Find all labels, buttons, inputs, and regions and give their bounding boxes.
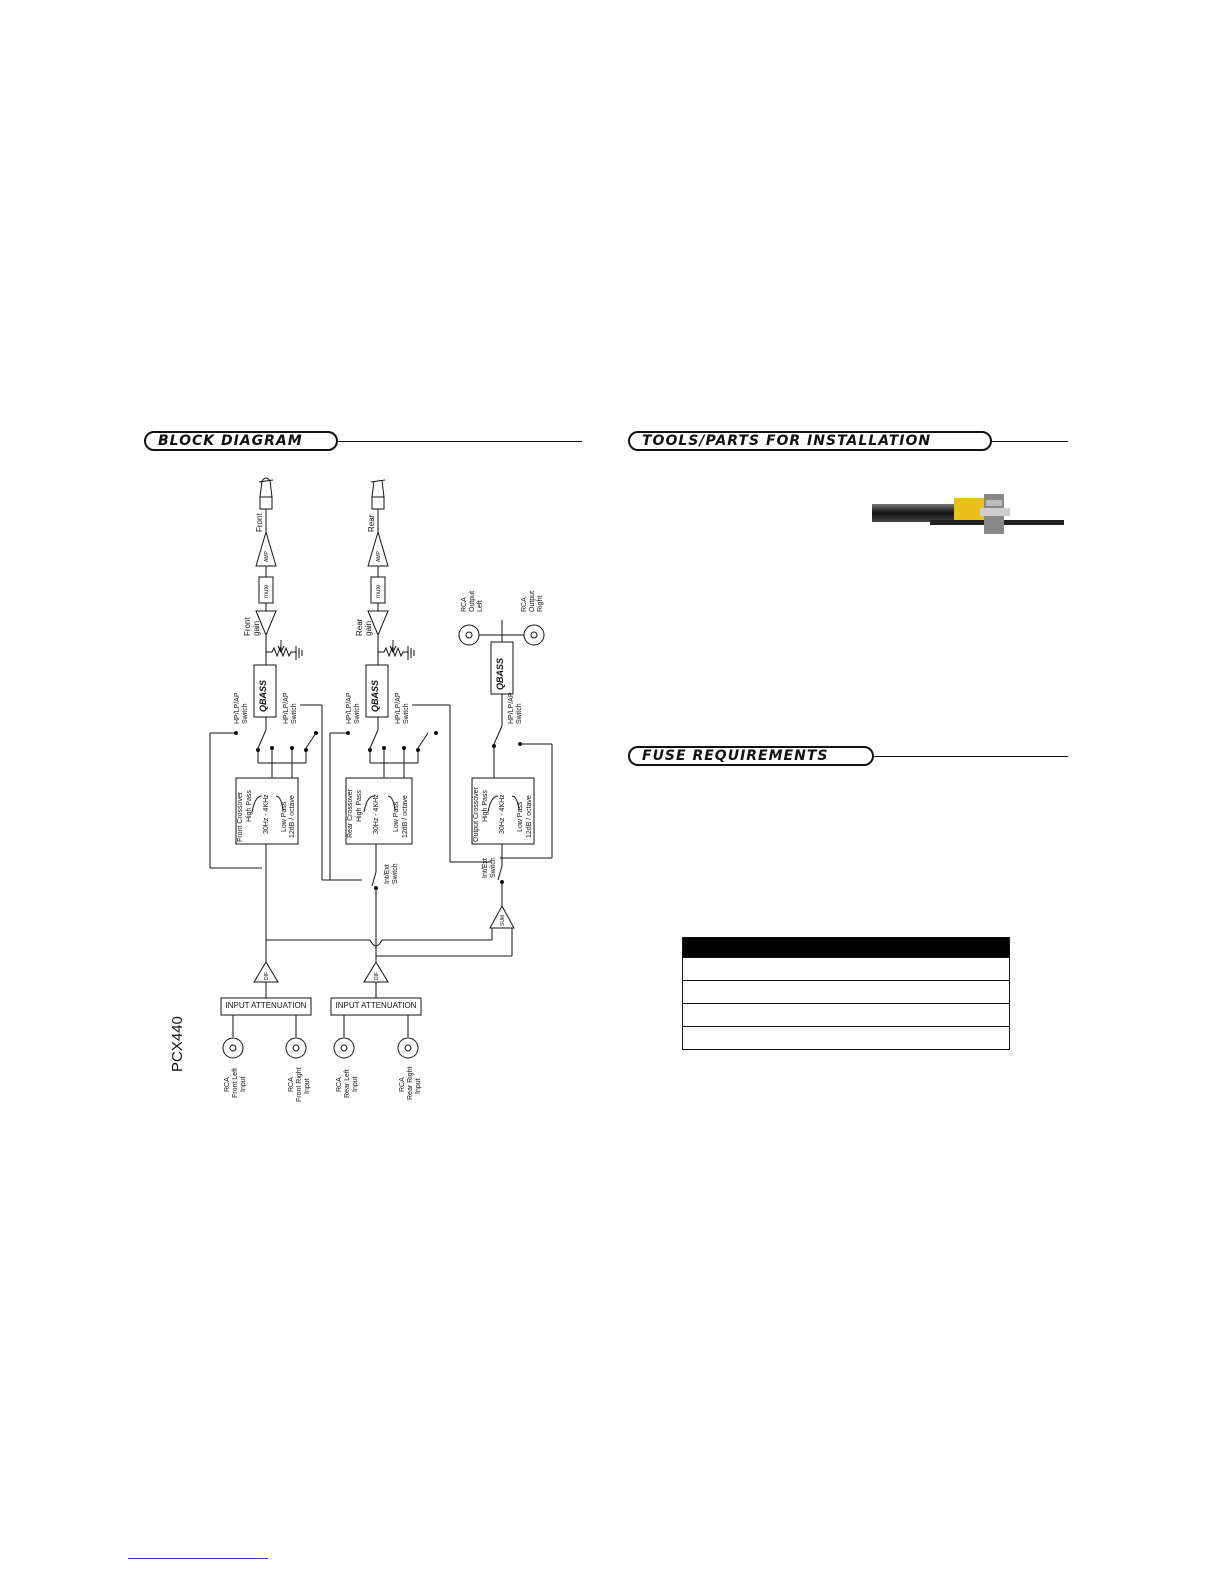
rca-output-left-1: RCA — [461, 597, 468, 612]
rca-rear-left-1: RCA — [336, 1077, 343, 1092]
front-hplpap-left-2: Switch — [242, 703, 249, 724]
fuse-requirements-title: FUSE REQUIREMENTS — [642, 748, 829, 764]
rear-dif-label: DIF — [374, 971, 380, 980]
fuse-table-row — [683, 1027, 1010, 1050]
front-gain-label-1: Front — [243, 617, 252, 636]
rear-gain-label-2: gain — [364, 620, 373, 636]
rca-output-right-3: Right — [537, 595, 544, 612]
rca-output-right-2: Output — [529, 590, 536, 612]
rca-front-left-2: Front Left — [232, 1068, 239, 1098]
output-slope: 12dB / octave — [526, 795, 533, 838]
output-high-pass: High Pass — [482, 790, 489, 822]
fuse-table-header-row — [683, 938, 1010, 958]
front-hplpap-right-2: Switch — [291, 703, 298, 724]
rca-front-left-jack — [223, 1038, 243, 1058]
rca-front-left-1: RCA — [224, 1077, 231, 1092]
fuse-table-row — [683, 1004, 1010, 1027]
sum-label: SUM — [500, 914, 506, 926]
rear-hplpap-right-2: Switch — [403, 703, 410, 724]
front-gain-label-2: gain — [252, 620, 261, 636]
rca-rear-left-jack — [334, 1038, 354, 1058]
front-hplpap-right-1: HP/LP/AP — [283, 692, 290, 724]
model-label: PCX440 — [169, 1016, 186, 1072]
rca-rear-right-1: RCA — [399, 1077, 406, 1092]
rear-crossover-title: Rear Crossover — [347, 788, 354, 838]
tools-parts-title: TOOLS/PARTS FOR INSTALLATION — [642, 433, 932, 449]
fuse-table — [682, 937, 1010, 1050]
rear-speaker-label: Rear — [367, 514, 376, 532]
rear-low-pass: Low Pass — [393, 801, 400, 832]
front-high-pass: High Pass — [246, 790, 253, 822]
rca-output-right-1: RCA — [521, 597, 528, 612]
rca-output-left-jack — [459, 625, 479, 645]
rear-gain-label-1: Rear — [355, 618, 364, 636]
rca-output-left-2: Output — [469, 590, 476, 612]
rear-hplpap-left-1: HP/LP/AP — [346, 692, 353, 724]
output-hplpap-2: Switch — [516, 703, 523, 724]
output-int-ext-2: Switch — [490, 857, 497, 878]
front-speaker-icon — [259, 478, 273, 509]
rca-front-right-3: Input — [304, 1078, 311, 1094]
output-int-ext-1: Int/Ext — [482, 858, 489, 878]
block-diagram-title: BLOCK DIAGRAM — [158, 433, 303, 449]
rca-rear-right-3: Input — [415, 1078, 422, 1094]
rca-front-right-1: RCA — [288, 1077, 295, 1092]
fuse-table-row — [683, 958, 1010, 981]
output-freq-range: 30Hz - 4KHz — [499, 794, 506, 834]
front-qbass-label: QBASS — [258, 679, 268, 712]
rear-slope: 12dB / octave — [402, 795, 409, 838]
rear-gain-pot-icon — [378, 646, 414, 660]
rca-output-left-3: Left — [477, 600, 484, 612]
front-low-pass: Low Pass — [281, 801, 288, 832]
rca-output-right-jack — [524, 625, 544, 645]
rca-rear-right-2: Rear Right — [407, 1066, 414, 1100]
rca-rear-right-jack — [398, 1038, 418, 1058]
rear-high-pass: High Pass — [356, 790, 363, 822]
front-amp-label: AMP — [264, 551, 270, 562]
front-gain-pot-icon — [266, 646, 302, 660]
rear-speaker-icon — [371, 480, 385, 509]
output-qbass-label: QBASS — [495, 657, 505, 690]
rear-int-ext-1: Int/Ext — [384, 864, 391, 884]
front-slope: 12dB / octave — [289, 795, 296, 838]
front-crossover-title: Front Crossover — [237, 791, 244, 842]
front-mute-label: mute — [264, 584, 270, 598]
rca-front-left-3: Input — [240, 1076, 247, 1092]
output-low-pass: Low Pass — [517, 801, 524, 832]
rca-rear-left-2: Rear Left — [344, 1069, 351, 1098]
front-dif-label: DIF — [264, 971, 270, 980]
output-hplpap-1: HP/LP/AP — [508, 692, 515, 724]
front-input-attenuation-label: INPUT ATTENUATION — [225, 1001, 307, 1010]
rca-front-right-jack — [286, 1038, 306, 1058]
rear-freq-range: 30Hz - 4KHz — [373, 794, 380, 834]
rca-rear-left-3: Input — [352, 1076, 359, 1092]
rear-mute-label: mute — [376, 584, 382, 598]
rca-front-right-2: Front Right — [296, 1067, 303, 1102]
rear-hplpap-right-1: HP/LP/AP — [395, 692, 402, 724]
front-hplpap-left-1: HP/LP/AP — [234, 692, 241, 724]
bottom-link-underline[interactable] — [128, 1558, 268, 1559]
rear-amp-label: AMP — [376, 551, 382, 562]
fuse-table-row — [683, 981, 1010, 1004]
rear-input-attenuation-label: INPUT ATTENUATION — [335, 1001, 417, 1010]
front-freq-range: 30Hz - 4KHz — [263, 794, 270, 834]
rear-hplpap-left-2: Switch — [354, 703, 361, 724]
front-speaker-label: Front — [255, 513, 264, 532]
output-crossover-title: Output Crossover — [473, 787, 480, 842]
rear-qbass-label: QBASS — [370, 679, 380, 712]
rear-int-ext-2: Switch — [392, 863, 399, 884]
